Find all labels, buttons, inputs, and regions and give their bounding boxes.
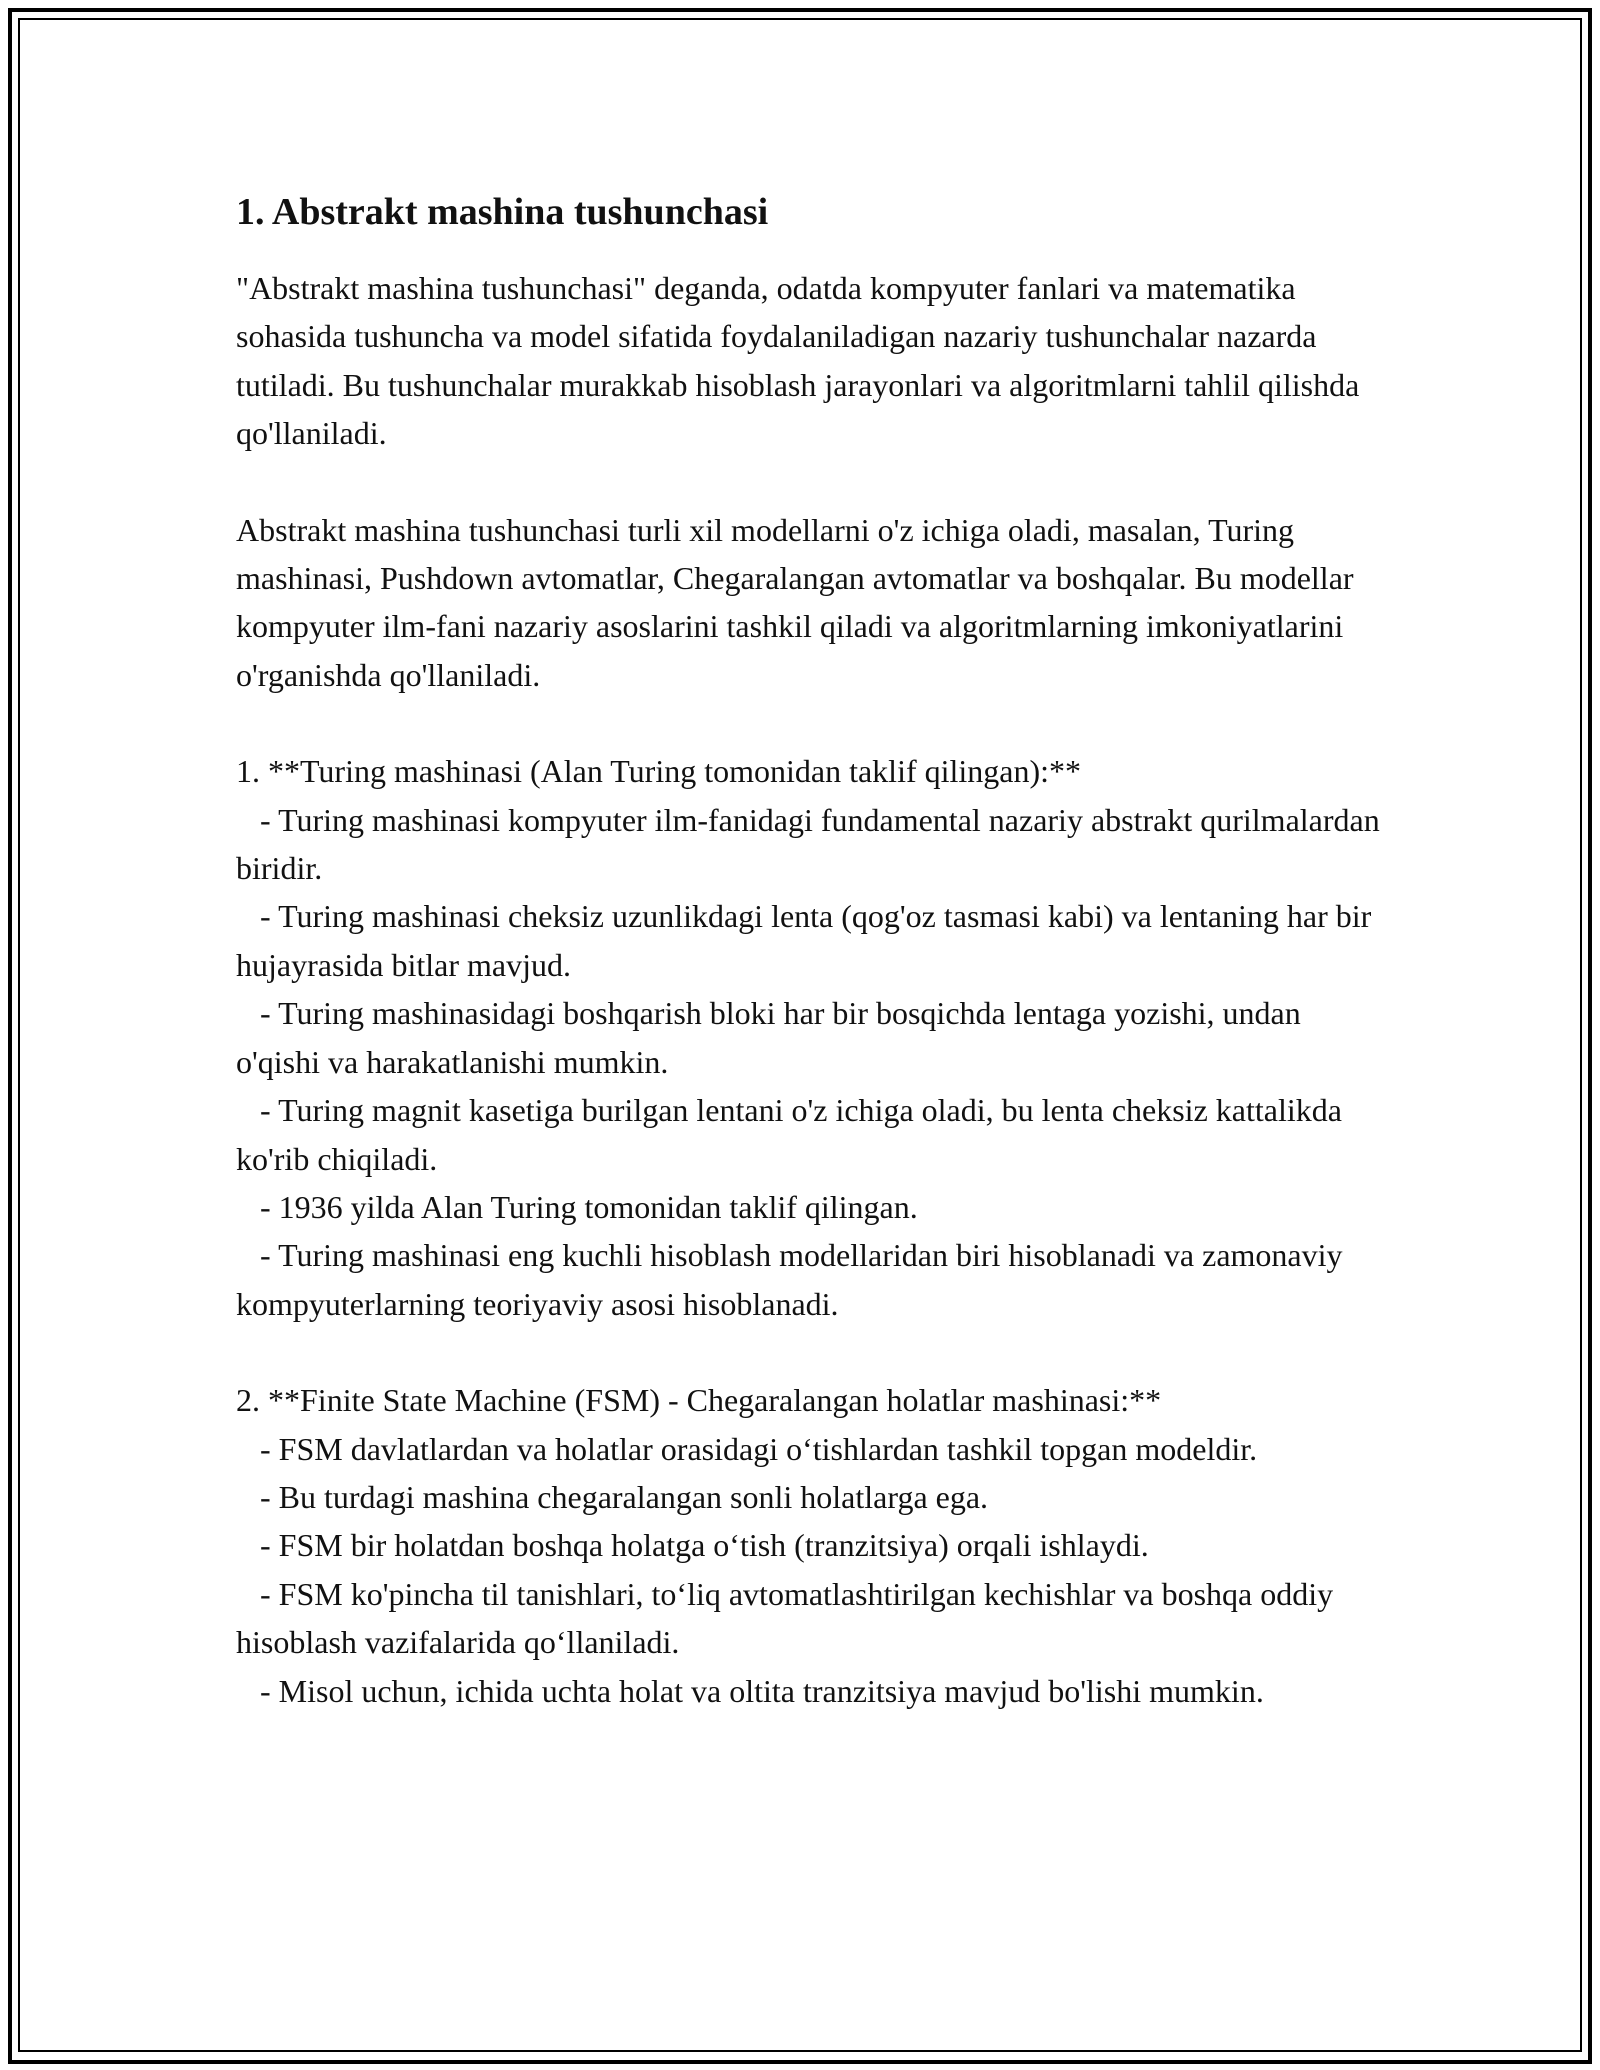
list-item: - FSM ko'pincha til tanishlari, to‘liq avtomatlashtirilgan kechishlar va boshqa oddiy hisoblash vazifalarida qo‘llaniladi. (236, 1575, 1342, 1661)
list-item: - Turing magnit kasetiga burilgan lentani o'z ichiga oladi, bu lenta cheksiz kattalikda ko'rib chiqiladi. (236, 1092, 1350, 1177)
document-body (236, 188, 1386, 1763)
list-item: - 1936 yilda Alan Turing tomonidan taklif qilingan. (236, 1188, 918, 1225)
section-title: 2. **Finite State Machine (FSM) - Chegaralangan holatlar mashinasi:** (236, 1382, 1162, 1419)
fsm-section (236, 1376, 1386, 1715)
list-item: - FSM davlatlardan va holatlar orasidagi o‘tishlardan tashkil topgan modeldir. (236, 1430, 1258, 1467)
intro-paragraph: "Abstrakt mashina tushunchasi" deganda, odatda kompyuter fanlari va matematika sohasida tushuncha va model sifatida foydalaniladigan nazariy tushunchalar nazarda tutiladi. Bu tushunchalar murakkab hisoblash jarayonlari va algoritmlarni tahlil qilishda qo'llaniladi. (236, 270, 1368, 452)
list-item: - Turing mashinasi cheksiz uzunlikdagi lenta (qog'oz tasmasi kabi) va lentaning har bir hujayrasida bitlar mavjud. (236, 898, 1380, 983)
turing-section (236, 747, 1386, 1328)
list-item: - Bu turdagi mashina chegaralangan sonli holatlarga ega. (236, 1478, 989, 1515)
list-item: - FSM bir holatdan boshqa holatga o‘tish (tranzitsiya) orqali ishlaydi. (236, 1527, 1149, 1564)
section-title: 1. **Turing mashinasi (Alan Turing tomonidan taklif qilingan):** (236, 753, 1082, 790)
list-item: - Turing mashinasi kompyuter ilm-fanidagi fundamental nazariy abstrakt qurilmalardan biridir. (236, 801, 1388, 887)
list-item: - Misol uchun, ichida uchta holat va oltita tranzitsiya mavjud bo'lishi mumkin. (236, 1672, 1264, 1709)
models-paragraph: Abstrakt mashina tushunchasi turli xil modellarni o'z ichiga oladi, masalan, Turing mashinasi, Pushdown avtomatlar, Chegaralangan avtomatlar va boshqalar. Bu modellar kompyuter ilm-fani nazariy asoslarini tashkil qiladi va algoritmlarning imkoniyatlarini o'rganishda qo'llaniladi. (236, 511, 1362, 693)
list-item: - Turing mashinasidagi boshqarish bloki har bir bosqichda lentaga yozishi, undan o'qishi va harakatlanishi mumkin. (236, 995, 1309, 1080)
list-item: - Turing mashinasi eng kuchli hisoblash modellaridan biri hisoblanadi va zamonaviy kompyuterlarning teoriyaviy asosi hisoblanadi. (236, 1237, 1351, 1322)
document-heading: 1. Abstrakt mashina tushunchasi (236, 191, 769, 233)
